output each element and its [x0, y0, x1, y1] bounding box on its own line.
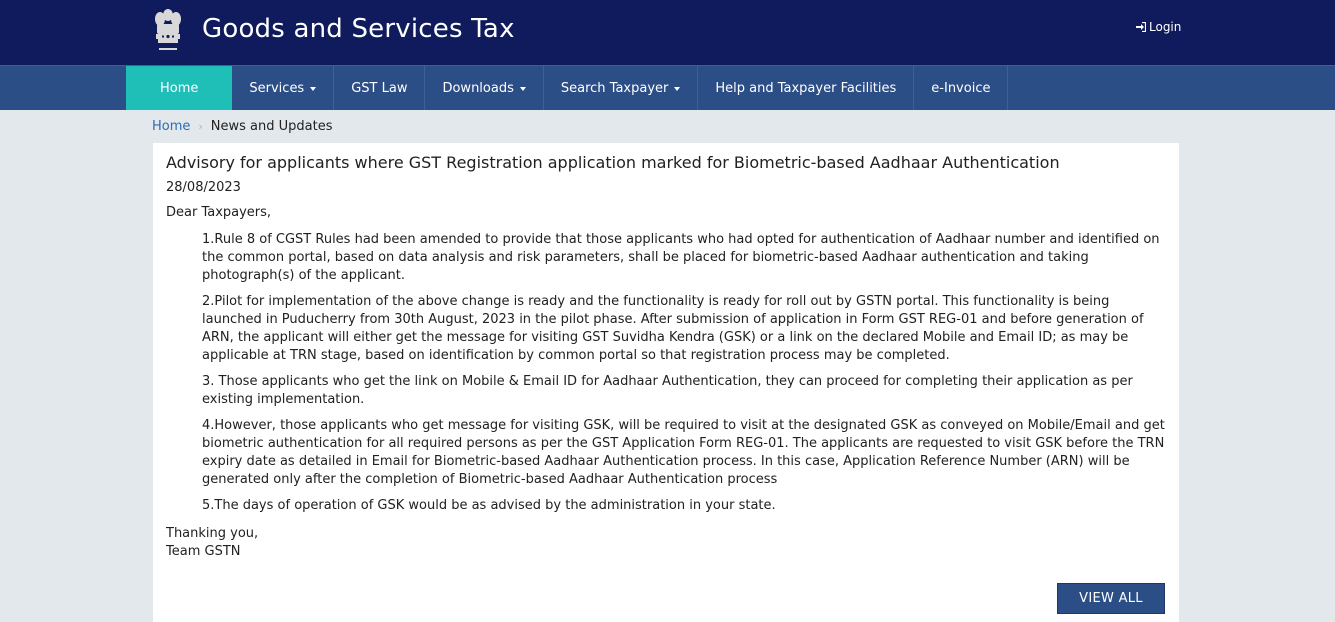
news-date: 28/08/2023 [166, 180, 241, 195]
nav-services[interactable] [232, 66, 334, 110]
news-closing-signature: Team GSTN [166, 544, 241, 559]
caret-down-icon [520, 87, 526, 91]
login-label: Login [1149, 20, 1182, 34]
login-link[interactable] [1136, 20, 1181, 34]
top-header [0, 0, 1335, 65]
national-emblem-icon [152, 6, 184, 54]
nav-home-label: Home [160, 80, 199, 96]
breadcrumb-home-link[interactable]: Home [152, 119, 191, 134]
news-points [166, 231, 1166, 515]
main-nav [126, 66, 1008, 110]
nav-help-label: Help and Taxpayer Facilities [715, 80, 897, 96]
nav-gst-law-label: GST Law [351, 80, 408, 96]
breadcrumb-current: News and Updates [210, 119, 333, 134]
news-title: Advisory for applicants where GST Registration application marked for Biometric-based Aadhaar Authentication [166, 153, 1060, 172]
news-point: 4.However, those applicants who get message for visiting GSK, will be required to visit at the designated GSK as conveyed on Mobile/Email and get biometric authentication for all required persons as per the GST Application Form REG-01. The applicants are requested to visit GSK before the TRN expiry date as detailed in Email for Biometric-based Aadhaar Authentication process. In this case, Application Reference Number (ARN) will be generated only after the completion of Biometric-based Aadhaar Authentication process [202, 418, 1165, 487]
nav-search-taxpayer[interactable] [544, 66, 699, 110]
view-all-button[interactable]: VIEW ALL [1057, 583, 1165, 614]
nav-services-label: Services [249, 80, 305, 96]
news-point: 5.The days of operation of GSK would be as advised by the administration in your state. [202, 498, 776, 513]
news-point: 3. Those applicants who get the link on Mobile & Email ID for Aadhaar Authentication, they can proceed for completing their application as per existing implementation. [202, 374, 1133, 407]
nav-downloads-label: Downloads [442, 80, 514, 96]
news-greeting: Dear Taxpayers, [166, 205, 272, 220]
news-closing-thanks: Thanking you, [166, 526, 259, 541]
caret-down-icon [674, 87, 680, 91]
breadcrumb [152, 119, 333, 134]
nav-e-invoice-label: e-Invoice [931, 80, 991, 96]
news-point: 1.Rule 8 of CGST Rules had been amended to provide that those applicants who had opted for authentication of Aadhaar number and identified on the common portal, based on data analysis and risk parameters, shall be placed for biometric-based Aadhaar authentication and taking photograph(s) of the applicant. [202, 232, 1160, 283]
main-nav-bar [0, 65, 1335, 110]
breadcrumb-separator: › [198, 120, 203, 133]
nav-help-taxpayer-facilities[interactable] [698, 66, 914, 110]
site-title: Goods and Services Tax [202, 14, 515, 44]
nav-search-taxpayer-label: Search Taxpayer [560, 80, 669, 96]
sign-in-icon [1136, 22, 1146, 32]
news-point: 2.Pilot for implementation of the above change is ready and the functionality is ready for roll out by GSTN portal. This functionality is being launched in Puducherry from 30th August, 2023 in the pilot phase. After submission of application in Form GST REG-01 and before generation of ARN, the applicant will either get the message for visiting GST Suvidha Kendra (GSK) or a link on the declared Mobile and Email ID; as may be applicable at TRN stage, based on identification by common portal so that registration process may be completed. [202, 294, 1144, 363]
nav-downloads[interactable] [425, 66, 543, 110]
nav-e-invoice[interactable] [914, 66, 1008, 110]
nav-home[interactable] [126, 66, 232, 110]
news-card [153, 143, 1179, 622]
caret-down-icon [310, 87, 316, 91]
nav-gst-law[interactable] [334, 66, 425, 110]
news-closing [166, 525, 1166, 561]
